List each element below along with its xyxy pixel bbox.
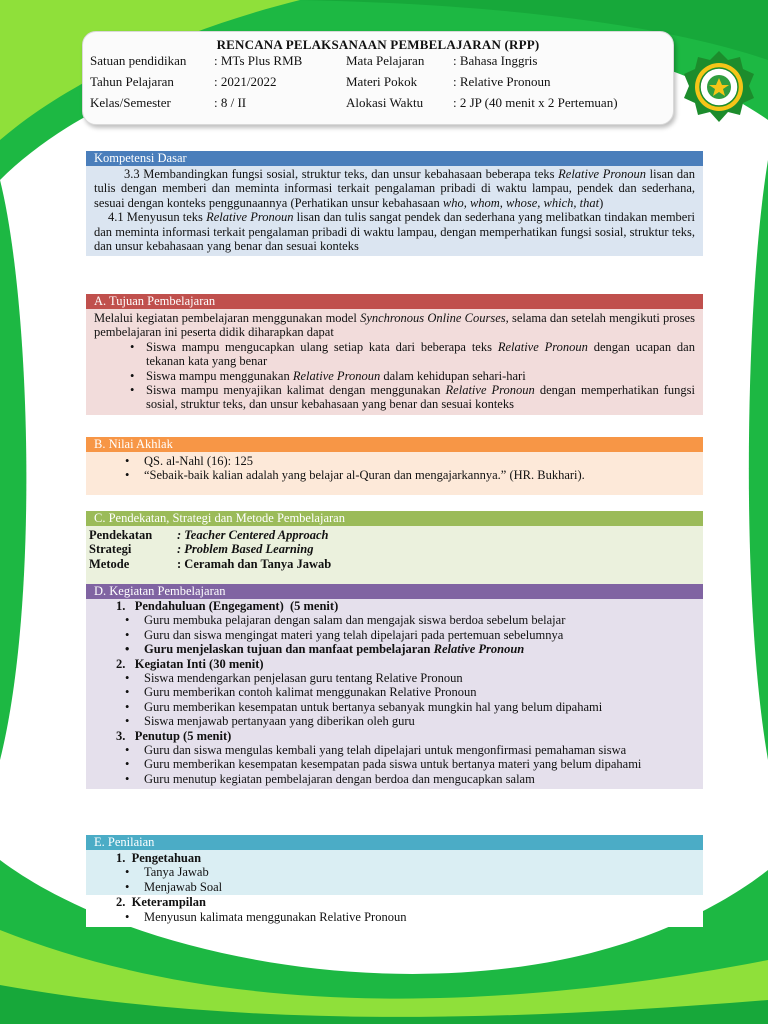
list-item: • Menyusun kalimata menggunakan Relative Pronoun: [94, 910, 695, 924]
nilai-list: [94, 454, 695, 483]
panel-body: [86, 309, 703, 415]
document-title: RENCANA PELAKSANAAN PEMBELAJARAN (RPP): [216, 37, 540, 52]
panel-header: Kompetensi Dasar: [86, 151, 703, 166]
pendekatan-panel: [86, 511, 703, 587]
list-item: • Guru dan siswa mengingat materi yang telah dipelajari pada pertemuan sebelumnya: [94, 628, 695, 642]
kegiatan-pembelajaran-panel: [86, 584, 703, 789]
list-item: • Siswa mampu menyajikan kalimat dengan menggunakan Relative Pronoun dengan memperhatikan fungsi sosial, struktur teks, dan unsur kebahasaan yang benar dan sesuai konteks: [94, 383, 695, 412]
panel-body: [86, 599, 703, 789]
list-item: • Menjawab Soal: [94, 880, 695, 894]
header-label: Tahun Pelajaran: [90, 74, 174, 89]
panel-body: [86, 166, 703, 256]
strategi-row: Strategi : Problem Based Learning: [89, 542, 314, 557]
rpp-header-card: [82, 31, 674, 125]
list-item: • Guru memberikan kesempatan kesempatan pada siswa untuk bertanya materi yang belum dipahami: [94, 757, 695, 771]
pendekatan-row: Pendekatan : Teacher Centered Approach: [89, 528, 329, 542]
panel-body: [86, 452, 703, 495]
penutup-list: [94, 743, 695, 786]
panel-body: [86, 850, 703, 895]
penilaian-panel: [86, 835, 703, 927]
list-item: • “Sebaik-baik kalian adalah yang belajar al-Quran dan mengajarkannya.” (HR. Bukhari).: [94, 468, 695, 482]
list-item: • Siswa menjawab pertanyaan yang diberikan oleh guru: [94, 714, 695, 728]
keterampilan-list: [94, 910, 695, 924]
section-title: 1. Pendahuluan (Engegament) (5 menit): [116, 599, 339, 613]
inti-list: [94, 671, 695, 729]
section-title: 2. Keterampilan: [116, 895, 206, 910]
list-item: • Tanya Jawab: [94, 865, 695, 879]
list-item: • Siswa mampu menggunakan Relative Pronoun dalam kehidupan sehari-hari: [94, 369, 695, 383]
header-label: Kelas/Semester: [90, 95, 171, 110]
header-value: : Relative Pronoun: [453, 74, 551, 89]
nilai-akhlak-panel: [86, 437, 703, 495]
list-item: • Guru memberikan kesempatan untuk bertanya sebanyak mungkin hal yang belum dipahami: [94, 700, 695, 714]
panel-header: B. Nilai Akhlak: [86, 437, 703, 452]
tujuan-intro: Melalui kegiatan pembelajaran menggunakan model Synchronous Online Courses, selama dan setelah mengikuti proses pembelajaran ini peserta didik diharapkan dapat: [94, 311, 695, 340]
header-value: : 2021/2022: [214, 74, 277, 89]
kd-4-1: 4.1 Menyusun teks Relative Pronoun lisan dan tulis sangat pendek dan sederhana yang melibatkan tindakan memberi dan meminta informasi terkait pengalaman pribadi di waktu lampau, dengan memperhatikan fungsi sosial, struktur teks, dan unsur kebahasaan yang benar dan sesuai konteks: [94, 210, 695, 254]
kd-3-3: 3.3 Membandingkan fungsi sosial, struktur teks, dan unsur kebahasaan beberapa teks Relative Pronoun lisan dan tulis dengan memberi dan meminta informasi terkait pengalaman pribadi di waktu lampau, pendek dan sederhana, sesuai dengan konteks penggunaannya (Perhatikan unsur kebahasaan who, whom, whose, which, that): [94, 167, 695, 210]
header-value: : 2 JP (40 menit x 2 Pertemuan): [453, 95, 618, 110]
list-item: • Guru menutup kegiatan pembelajaran dengan berdoa dan mengucapkan salam: [94, 772, 695, 786]
panel-body: [86, 526, 703, 587]
metode-row: Metode : Ceramah dan Tanya Jawab: [89, 556, 332, 571]
panel-header: E. Penilaian: [86, 835, 703, 850]
tujuan-pembelajaran-panel: [86, 294, 703, 415]
section-title: 1. Pengetahuan: [116, 851, 202, 865]
list-item: • Guru dan siswa mengulas kembali yang telah dipelajari untuk mengonfirmasi pemahaman siswa: [94, 743, 695, 757]
list-item: • Siswa mampu mengucapkan ulang setiap kata dari beberapa teks Relative Pronoun dengan ucapan dan tekanan kata yang benar: [94, 340, 695, 369]
school-logo-icon: [682, 50, 756, 124]
list-item: • Guru memberikan contoh kalimat menggunakan Relative Pronoun: [94, 685, 695, 699]
header-label: Alokasi Waktu: [346, 95, 424, 110]
header-value: : 8 / II: [214, 95, 247, 110]
list-item: • QS. al-Nahl (16): 125: [94, 454, 695, 468]
list-item: • Guru menjelaskan tujuan dan manfaat pembelajaran Relative Pronoun: [94, 642, 695, 656]
section-title: 3. Penutup (5 menit): [116, 728, 232, 743]
pendahuluan-list: [94, 613, 695, 656]
panel-header: A. Tujuan Pembelajaran: [86, 294, 703, 309]
panel-header: D. Kegiatan Pembelajaran: [86, 584, 703, 599]
panel-body-white: [86, 895, 703, 927]
header-label: Materi Pokok: [346, 74, 418, 89]
panel-header: C. Pendekatan, Strategi dan Metode Pembelajaran: [86, 511, 703, 526]
kompetensi-dasar-panel: [86, 151, 703, 256]
header-label: Mata Pelajaran: [346, 53, 425, 68]
section-title: 2. Kegiatan Inti (30 menit): [116, 656, 264, 671]
header-label: Satuan pendidikan: [90, 53, 187, 68]
tujuan-list: [94, 340, 695, 412]
list-item: • Siswa mendengarkan penjelasan guru tentang Relative Pronoun: [94, 671, 695, 685]
pengetahuan-list: [94, 865, 695, 894]
header-value: : MTs Plus RMB: [214, 53, 303, 68]
list-item: • Guru membuka pelajaran dengan salam dan mengajak siswa berdoa sebelum belajar: [94, 613, 695, 627]
header-value: : Bahasa Inggris: [453, 53, 538, 68]
